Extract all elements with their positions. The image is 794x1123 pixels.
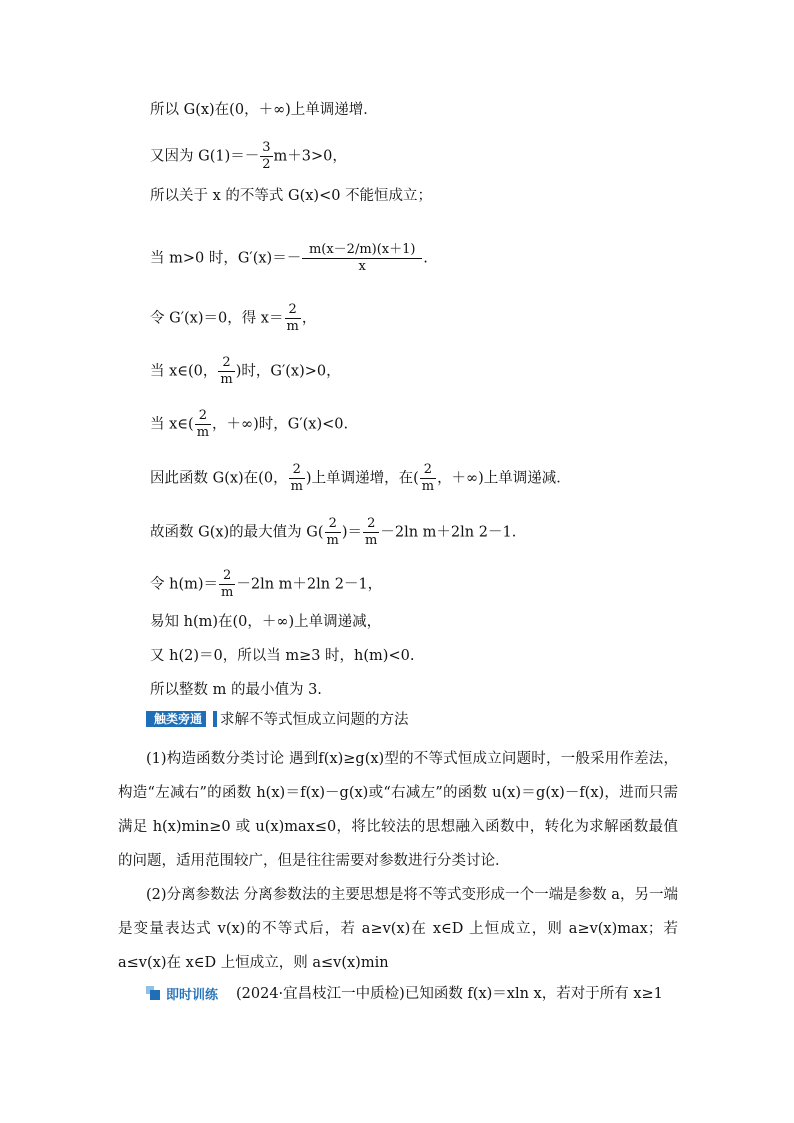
fraction: $\frac{3}{2}$ <box>262 140 271 172</box>
line-11: 易知 h(m)在(0，＋∞)上单调递减， <box>150 614 382 630</box>
line-8: 因此函数 G(x)在(0， $\frac{2}{m}$ )上单调递增，在( $\frac{2}{m}$ ，＋∞)上单调递减． <box>150 462 571 494</box>
fraction: $\frac{m(x-2/m)(x+1)}{x}$ <box>302 242 422 275</box>
fraction: $\frac{2}{m}$ <box>220 355 233 387</box>
badge-bar <box>213 711 217 727</box>
practice-icon <box>146 986 160 1000</box>
line-9: 故函数 G(x)的最大值为 G( $\frac{2}{m}$ )＝ $\frac{2}{m}$ －2ln m＋2ln 2－1. <box>150 516 517 548</box>
fraction: $\frac{2}{m}$ <box>326 516 339 548</box>
line-12: 又 h(2)＝0，所以当 m≥3 时，h(m)<0. <box>150 648 415 664</box>
line-6: 当 x∈(0， $\frac{2}{m}$ )时，G′(x)>0， <box>150 355 341 387</box>
line-4: 当 m>0 时，G′(x)＝－ $\frac{m(x-2/m)(x+1)}{x}$ . <box>150 242 428 274</box>
line-1: 所以 G(x)在(0，＋∞)上单调递增． <box>150 102 378 118</box>
line-13: 所以整数 m 的最小值为 3. <box>150 682 322 698</box>
fraction: $\frac{2}{m}$ <box>286 302 299 334</box>
tip-paragraph-2: (2)分离参数法 分离参数法的主要思想是将不等式变形成一个一端是参数 a，另一端是变量表达式 v(x)的不等式后，若 a≥v(x)在 x∈D 上恒成立，则 a≥v(x)max；若 a≤v(x)在 x∈D 上恒成立，则 a≤v(x)min <box>118 887 678 971</box>
line-7: 当 x∈( $\frac{2}{m}$ ，＋∞)时，G′(x)<0. <box>150 408 349 440</box>
fraction: $\frac{2}{m}$ <box>365 516 378 548</box>
line-5: 令 G′(x)＝0，得 x＝ $\frac{2}{m}$ ， <box>150 302 317 334</box>
tip-badge: 触类旁通 <box>150 711 206 727</box>
practice-text: (2024·宜昌枝江一中质检)已知函数 f(x)＝xln x，若对于所有 x≥1 <box>236 986 663 1002</box>
line-3: 所以关于 x 的不等式 G(x)<0 不能恒成立； <box>150 188 433 204</box>
fraction: $\frac{2}{m}$ <box>196 408 210 440</box>
fraction: $\frac{2}{m}$ <box>221 568 234 600</box>
practice-label: 即时训练 <box>166 988 219 1003</box>
tip-paragraph-1: (1)构造函数分类讨论 遇到f(x)≥g(x)型的不等式恒成立问题时，一般采用作差法，构造“左减右”的函数 h(x)＝f(x)－g(x)或“右减左”的函数 u(x)＝g(x)－f(x)，进而只需满足 h(x)min≥0 或 u(x)max≤0，将比较法的思想融入函数中，转化为求解函数最值的问题，适用范围较广，但是往往需要对参数进行分类讨论． <box>118 751 678 869</box>
fraction: $\frac{2}{m}$ <box>290 462 303 494</box>
line-2: 又因为 G(1)＝－ $\frac{3}{2}$ m＋3>0， <box>150 140 347 172</box>
tip-title: 求解不等式恒成立问题的方法 <box>220 712 409 728</box>
line-10: 令 h(m)＝ $\frac{2}{m}$ －2ln m＋2ln 2－1， <box>150 568 383 600</box>
fraction: $\frac{2}{m}$ <box>421 462 435 494</box>
